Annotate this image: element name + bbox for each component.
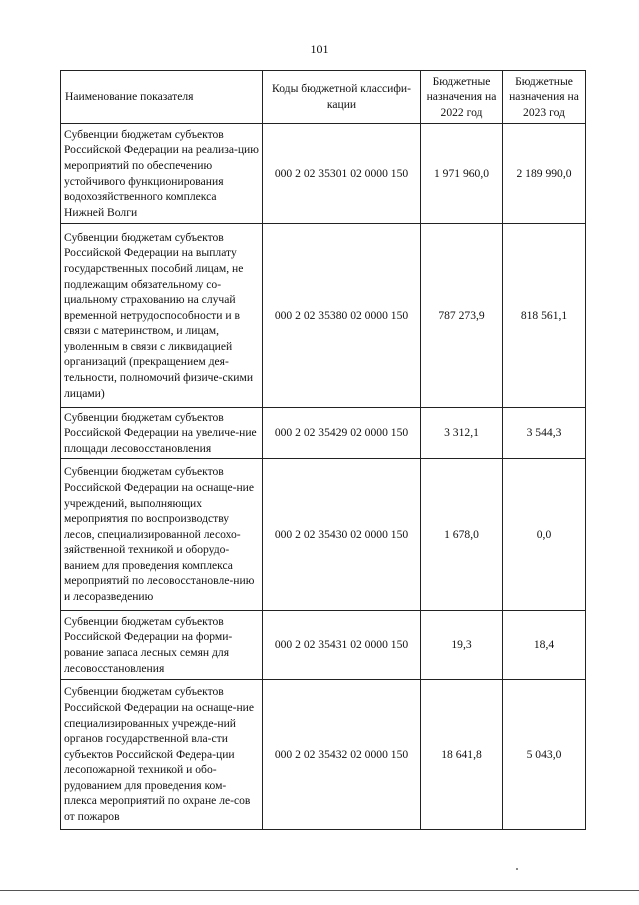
row-value-2022: 787 273,9 — [421, 224, 503, 408]
page-bottom-rule — [0, 890, 639, 891]
row-code: 000 2 02 35432 02 0000 150 — [263, 680, 421, 830]
header-2023: Бюджетные назначения на 2023 год — [503, 71, 586, 124]
row-name: Субвенции бюджетам субъектов Российской Федерации на выплату государственных пособий лицам, не подлежащим обязательному со-циальному страхованию на случай временной нетрудоспособности и в связи с материнством, и лицам, уволенным в связи с ликвидацией организаций (прекращением дея-тельности, полномочий физиче-скими лицами) — [61, 224, 263, 408]
row-code: 000 2 02 35430 02 0000 150 — [263, 459, 421, 611]
row-value-2022: 19,3 — [421, 611, 503, 680]
row-value-2022: 3 312,1 — [421, 408, 503, 459]
row-value-2023: 0,0 — [503, 459, 586, 611]
row-value-2022: 18 641,8 — [421, 680, 503, 830]
row-name: Субвенции бюджетам субъектов Российской Федерации на оснаще-ние учреждений, выполняющих мероприятия по воспроизводству лесов, специализированной лесохо-зяйственной техникой и оборудо-ванием для проведения комплекса мероприятий по лесовосстановле-нию и лесоразведению — [61, 459, 263, 611]
table-header-row — [61, 71, 586, 124]
row-code: 000 2 02 35380 02 0000 150 — [263, 224, 421, 408]
row-value-2023: 5 043,0 — [503, 680, 586, 830]
row-value-2023: 818 561,1 — [503, 224, 586, 408]
row-code: 000 2 02 35431 02 0000 150 — [263, 611, 421, 680]
header-code: Коды бюджетной классифи-кации — [263, 71, 421, 124]
table-row — [61, 224, 586, 408]
scan-speck — [516, 868, 518, 870]
row-name: Субвенции бюджетам субъектов Российской Федерации на форми-рование запаса лесных семян для лесовосстановления — [61, 611, 263, 680]
table-row — [61, 680, 586, 830]
row-name: Субвенции бюджетам субъектов Российской Федерации на увеличе-ние площади лесовосстановления — [61, 408, 263, 459]
row-value-2023: 2 189 990,0 — [503, 124, 586, 224]
page-number: 101 — [310, 42, 329, 56]
table-row — [61, 124, 586, 224]
table-row — [61, 408, 586, 459]
table-row — [61, 611, 586, 680]
row-name: Субвенции бюджетам субъектов Российской Федерации на оснаще-ние специализированных учрежде-ний органов государственной вла-сти субъектов Российской Федера-ции лесопожарной техникой и обо-рудованием для проведения ком-плекса мероприятий по охране ле-сов от пожаров — [61, 680, 263, 830]
row-value-2022: 1 678,0 — [421, 459, 503, 611]
row-value-2023: 3 544,3 — [503, 408, 586, 459]
row-code: 000 2 02 35301 02 0000 150 — [263, 124, 421, 224]
header-name: Наименование показателя — [61, 71, 263, 124]
row-name: Субвенции бюджетам субъектов Российской Федерации на реализа-цию мероприятий по обеспечению устойчивого функционирования водохозяйственного комплекса Нижней Волги — [61, 124, 263, 224]
row-code: 000 2 02 35429 02 0000 150 — [263, 408, 421, 459]
table-row — [61, 459, 586, 611]
header-2022: Бюджетные назначения на 2022 год — [421, 71, 503, 124]
row-value-2023: 18,4 — [503, 611, 586, 680]
row-value-2022: 1 971 960,0 — [421, 124, 503, 224]
budget-table — [60, 70, 586, 830]
